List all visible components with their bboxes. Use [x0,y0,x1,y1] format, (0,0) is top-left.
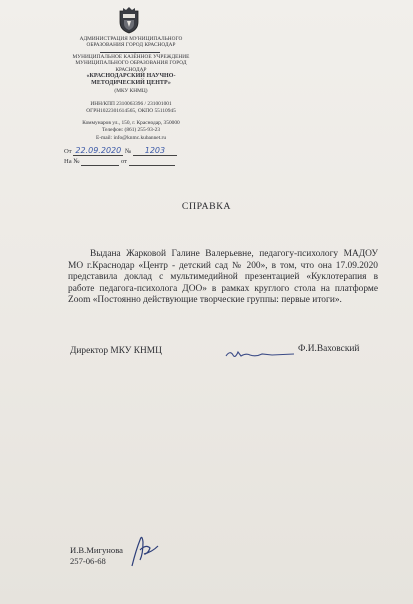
divider [100,52,160,53]
reference-prefix: На № [64,158,80,165]
org-line: МУНИЦИПАЛЬНОГО ОБРАЗОВАНИЯ ГОРОД [75,60,187,67]
org-ogrn: ОГРН1022301614565, ОКПО 55110945 [86,108,176,114]
registration-date-row [64,146,177,156]
org-line: ОБРАЗОВАНИЯ ГОРОД КРАСНОДАР [86,42,176,49]
reference-from: от [120,158,128,165]
document-title: СПРАВКА [181,201,232,212]
org-email: E-mail: info@knmc.kubannet.ru [95,135,167,141]
reference-row [64,158,175,166]
date-prefix: От [64,148,72,155]
certificate-body: Выдана Жарковой Галине Валерьевне, педагогу-психологу МАДОУ МО г.Краснодар «Центр - детский сад № 200», в том, что она 17.09.2020 представила доклад с мультимедийной презентацией «Куклотерапия в работе педагога-психолога ДОО» в рамках круглого стола на платформе Zoom «Постоянно действующие творческие группы: первые итоги». [68,249,378,306]
signatory-name: Ф.И.Ваховский [298,344,360,354]
org-line: АДМИНИСТРАЦИЯ МУНИЦИПАЛЬНОГО [79,36,183,42]
executor-signature [128,530,164,570]
org-phone: Телефон: (861) 255-93-23 [101,127,161,133]
org-line: МУНИЦИПАЛЬНОЕ КАЗЁННОЕ УЧРЕЖДЕНИЕ [72,54,190,60]
org-abbr: (МКУ КНМЦ) [114,88,148,94]
handwritten-date: 22.09.2020 [75,146,122,155]
org-inn: ИНН/КПП 2310063396 / 231001001 [90,101,172,107]
executor-name: И.В.Мигунова [70,545,123,555]
coat-of-arms-icon [118,6,140,34]
handwritten-number: 1203 [144,146,166,155]
org-name-line: «КРАСНОДАРСКИЙ НАУЧНО- [86,73,176,79]
director-signature [224,344,296,362]
org-address: Коммунаров ул., 150, г. Краснодар, 350000 [82,120,180,126]
org-line: КРАСНОДАР [115,66,147,73]
executor-phone: 257-06-68 [70,555,106,566]
signatory-position: Директор МКУ КНМЦ [70,346,162,356]
executor-block [70,545,123,567]
number-prefix: № [124,148,132,155]
org-name-line: МЕТОДИЧЕСКИЙ ЦЕНТР» [91,80,171,86]
